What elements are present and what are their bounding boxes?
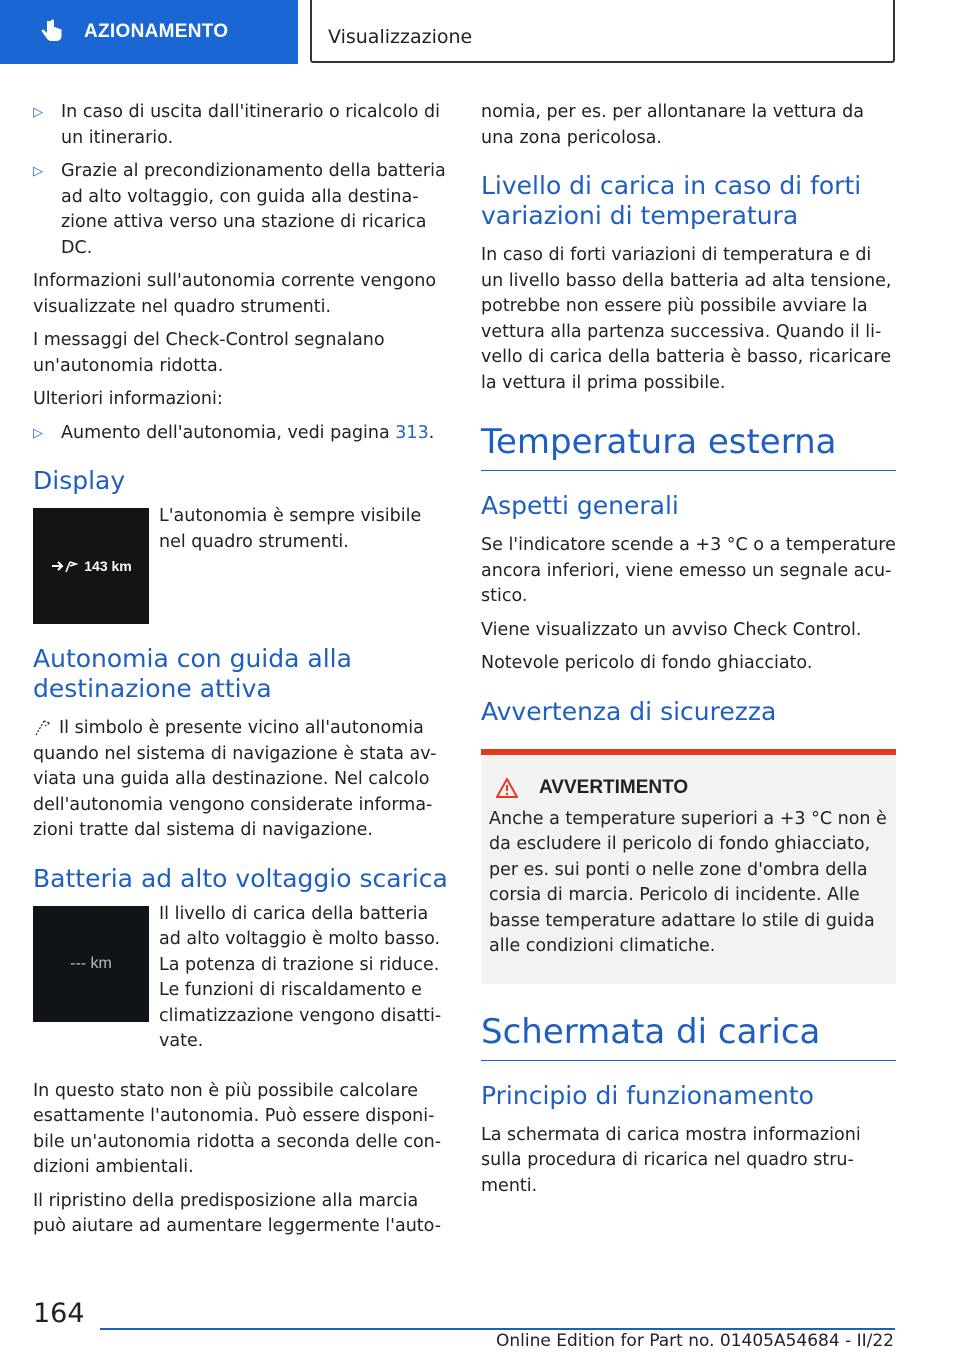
warning-title: AVVERTIMENTO: [539, 776, 689, 798]
paragraph: Il ripristino della predisposizione alla marcia può aiutare ad aumentare leggermente l'auto-: [33, 1190, 442, 1236]
heading-batteria: Batteria ad alto voltaggio scarica: [33, 863, 448, 893]
battery-figure: [33, 903, 448, 1063]
pointing-hand-icon: [40, 19, 64, 45]
heading-schermata: Schermata di carica: [481, 1012, 896, 1061]
range-empty-value: --- km: [70, 954, 112, 972]
bullet-triangle-icon: ▷: [33, 105, 43, 120]
heading-aspetti: Aspetti generali: [481, 491, 679, 520]
heading-livello: Livello di carica in caso di forti variazioni di temperatura: [481, 171, 862, 230]
display-figure: [33, 508, 448, 624]
paragraph: Ulteriori informazioni:: [33, 389, 223, 409]
heading-autonomia: Autonomia con guida alla destinazione attiva: [33, 644, 352, 703]
warning-header: [489, 777, 888, 799]
paragraph: Il simbolo è presente vicino all'autonomia quando nel sistema di navigazione è stata av-viata una guida alla destinazione. Nel calcolo dell'autonomia vengono considerate informa-zioni tratte dal sistema di navigazione.: [33, 718, 437, 840]
bullet-triangle-icon: ▷: [33, 425, 43, 441]
warning-triangle-icon: [495, 777, 519, 799]
chapter-header: [310, 0, 895, 63]
chapter-title: Visualizzazione: [328, 26, 473, 48]
heading-principio: Principio di funzionamento: [481, 1080, 814, 1110]
paragraph: nomia, per es. per allontanare la vettura da una zona pericolosa.: [481, 102, 865, 148]
paragraph: In caso di forti variazioni di temperatura e di un livello basso della batteria ad alta tensione, potrebbe non essere più possibile avviare la vettura alla partenza successiva. Quando il li-vello di carica della batteria è basso, ricaricare la vettura il prima possibile.: [481, 245, 892, 393]
paragraph: L'autonomia è sempre visibile nel quadro strumenti.: [159, 506, 422, 552]
paragraph: Il livello di carica della batteria ad alto voltaggio è molto basso. La potenza di trazione si riduce. Le funzioni di riscaldamento e climatizzazione vengono disatti-vate.: [159, 903, 442, 1051]
navigation-flag-icon: [33, 718, 53, 736]
list-item: ▷ Grazie al precondizionamento della batteria ad alto voltaggio, con guida alla destina-zione attiva verso una stazione di ricarica DC.: [33, 161, 446, 258]
page-link[interactable]: 313: [395, 422, 429, 443]
range-arrow-icon: [50, 558, 80, 574]
range-value: 143 km: [84, 558, 132, 574]
list-item: ▷ In caso di uscita dall'itinerario o ricalcolo di un itinerario.: [33, 102, 440, 148]
paragraph: I messaggi del Check-Control segnalano un'autonomia ridotta.: [33, 330, 385, 376]
paragraph: Se l'indicatore scende a +3 °C o a temperature ancora inferiori, viene emesso un segnale acu-stico.: [481, 535, 896, 606]
list-item: ▷ Aumento dell'autonomia, vedi pagina 313.: [33, 421, 448, 447]
paragraph: La schermata di carica mostra informazioni sulla procedura di ricarica nel quadro stru-menti.: [481, 1124, 861, 1196]
page-number: 164: [33, 1298, 85, 1329]
paragraph: Notevole pericolo di fondo ghiacciato.: [481, 653, 813, 673]
heading-avvertenza: Avvertenza di sicurezza: [481, 696, 777, 726]
section-title: AZIONAMENTO: [84, 21, 229, 42]
right-column: [481, 100, 896, 1207]
heading-display: Display: [33, 466, 126, 495]
warning-box: [481, 749, 896, 984]
paragraph: Viene visualizzato un avviso Check Control.: [481, 619, 862, 640]
footer-divider: [100, 1328, 895, 1330]
heading-temperatura: Temperatura esterna: [481, 422, 896, 471]
range-display-screen: [33, 508, 149, 624]
paragraph: Informazioni sull'autonomia corrente vengono visualizzate nel quadro strumenti.: [33, 271, 437, 317]
paragraph: In questo stato non è più possibile calcolare esattamente l'autonomia. Può essere disponi-bile un'autonomia ridotta a seconda delle con-dizioni ambientali.: [33, 1080, 442, 1177]
range-empty-screen: [33, 906, 149, 1022]
footer-edition: Online Edition for Part no. 01405A54684 - II/22: [495, 1331, 894, 1351]
warning-text: Anche a temperature superiori a +3 °C non è da escludere il pericolo di fondo ghiacciato, per es. sui ponti o nelle zone d'ombra della corsia di marcia. Pericolo di incidente. Alle basse temperature adattare lo stile di guida alle condizioni climatiche.: [489, 808, 887, 956]
bullet-triangle-icon: ▷: [33, 164, 43, 179]
section-tab: [0, 0, 298, 64]
left-column: [33, 100, 448, 1248]
